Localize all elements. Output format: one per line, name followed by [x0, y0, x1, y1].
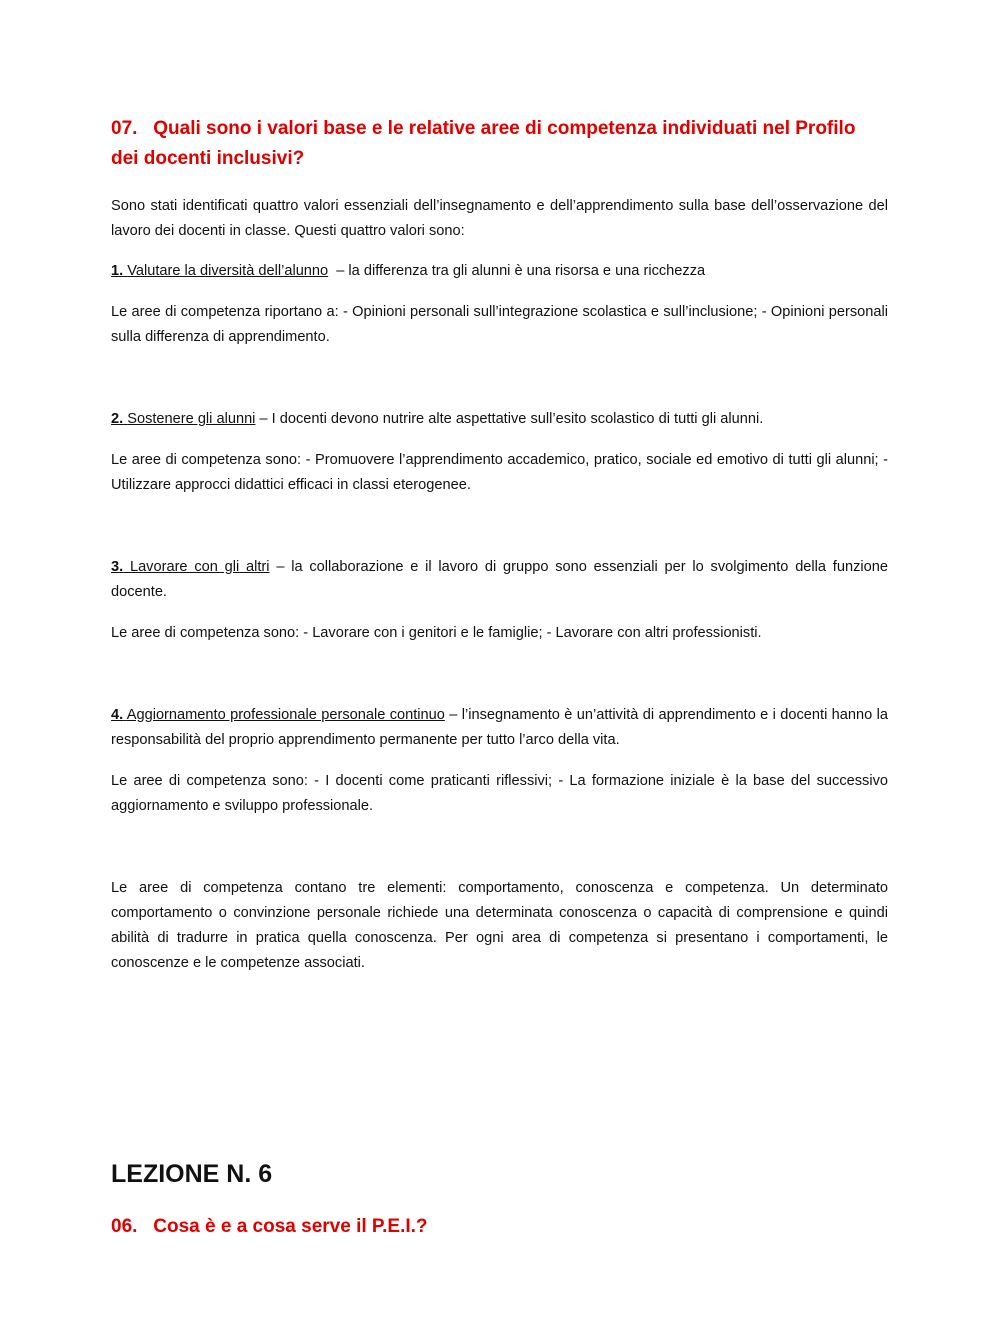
value-1-heading: 1. Valutare la diversità dell’alunno [111, 263, 329, 279]
value-4-description: – l’insegnamento è un’attività di apprendimento e i docenti hanno la responsabilità del proprio apprendimento permanente per tutto l’arco della vita. [111, 707, 888, 748]
lesson-heading: LEZIONE N. 6 [111, 1160, 273, 1188]
value-4-heading: 4. Aggiornamento professionale personale continuo [111, 707, 445, 723]
value-2-areas: Le aree di competenza sono: - Promuovere l’apprendimento accademico, pratico, sociale ed emotivo di tutti gli alunni; - Utilizzare approcci didattici efficaci in classi eterogenee. [111, 452, 888, 493]
question-6-title: Cosa è e a cosa serve il P.E.I.? [153, 1216, 428, 1237]
value-4-areas: Le aree di competenza sono: - I docenti come praticanti riflessivi; - La formazione iniziale è la base del successivo aggiornamento e sviluppo professionale. [111, 773, 888, 814]
closing-paragraph: Le aree di competenza contano tre elementi: comportamento, conoscenza e competenza. Un determinato comportamento o convinzione personale richiede una determinata conoscenza o capacità di comprensione e quindi abilità di tradurre in pratica quella conoscenza. Per ogni area di competenza si presentano i comportamenti, le conoscenze e le competenze associati. [111, 880, 888, 971]
value-1-areas: Le aree di competenza riportano a: - Opinioni personali sull’integrazione scolastica e sull’inclusione; - Opinioni personali sulla differenza di apprendimento. [111, 304, 888, 345]
question-7-heading [111, 114, 888, 174]
value-1-line [111, 259, 888, 284]
question-7-title: Quali sono i valori base e le relative aree di competenza individuati nel Profilo dei docenti inclusivi? [111, 118, 856, 169]
value-2-line [111, 407, 888, 432]
value-2-description: – I docenti devono nutrire alte aspettative sull’esito scolastico di tutti gli alunni. [259, 411, 764, 427]
question-7-number: 07. [111, 118, 138, 139]
value-4-line [111, 703, 888, 753]
value-3-line [111, 555, 888, 605]
value-3-description: – la collaborazione e il lavoro di gruppo sono essenziali per lo svolgimento della funzione docente. [111, 559, 888, 600]
question-6-heading [111, 1216, 428, 1238]
intro-paragraph: Sono stati identificati quattro valori essenziali dell’insegnamento e dell’apprendimento sulla base dell’osservazione del lavoro dei docenti in classe. Questi quattro valori sono: [111, 198, 888, 239]
value-3-heading: 3. Lavorare con gli altri [111, 559, 270, 575]
question-6-number: 06. [111, 1216, 138, 1237]
value-1-description: – la differenza tra gli alunni è una risorsa e una ricchezza [336, 263, 706, 279]
value-2-heading: 2. Sostenere gli alunni [111, 411, 256, 427]
value-3-areas: Le aree di competenza sono: - Lavorare con i genitori e le famiglie; - Lavorare con altri professionisti. [111, 625, 762, 641]
